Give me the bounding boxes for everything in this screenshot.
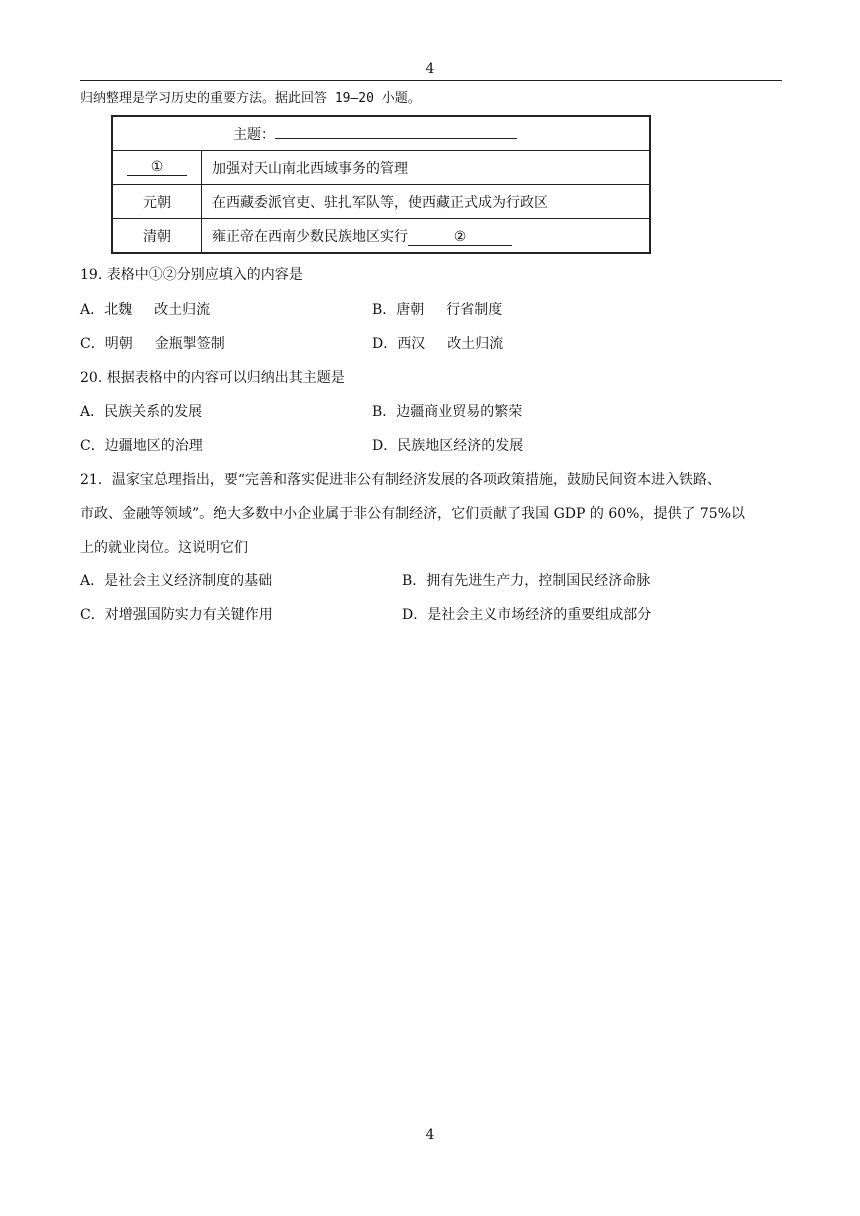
option-text: 改土归流: [154, 302, 211, 318]
question-20-option-b[interactable]: [372, 403, 522, 421]
page-number-bottom: 4: [425, 1127, 435, 1143]
blank-2: ②: [408, 229, 512, 246]
option-text: 是社会主义市场经济的重要组成部分: [427, 607, 652, 623]
question-20-option-a[interactable]: [80, 403, 202, 421]
option-letter: C．: [80, 438, 105, 454]
option-letter: A．: [80, 404, 105, 420]
question-20-option-c[interactable]: [80, 437, 203, 455]
option-text: 西汉: [397, 336, 426, 352]
header-rule: [80, 80, 782, 81]
row-label: 元朝: [112, 185, 202, 219]
question-21-option-d[interactable]: [402, 606, 651, 624]
option-text: 民族地区经济的发展: [397, 438, 524, 454]
question-21-option-c[interactable]: [80, 606, 273, 624]
question-21-option-a[interactable]: [80, 572, 272, 590]
option-text: 拥有先进生产力，控制国民经济命脉: [426, 573, 651, 589]
table-row: [112, 151, 650, 185]
section-intro: 归纳整理是学习历史的重要方法。据此回答 19—20 小题。: [80, 91, 421, 106]
option-text: 改土归流: [447, 336, 504, 352]
question-20-option-d[interactable]: [372, 437, 523, 455]
question-19-stem: 19. 表格中①②分别应填入的内容是: [80, 267, 303, 283]
row-content: 在西藏委派官吏、驻扎军队等，使西藏正式成为行政区: [202, 185, 651, 219]
option-letter: A．: [80, 302, 105, 318]
row-content-text: 雍正帝在西南少数民族地区实行: [212, 228, 408, 245]
row-content: 加强对天山南北西域事务的管理: [202, 151, 651, 185]
question-19-option-d[interactable]: [372, 335, 503, 353]
option-text: 金瓶掣签制: [154, 336, 225, 352]
theme-blank: [275, 138, 517, 139]
option-letter: B．: [402, 573, 427, 589]
option-letter: D．: [372, 438, 398, 454]
question-21-stem-line: 21．温家宝总理指出，要“完善和落实促进非公有制经济发展的各项政策措施，鼓励民间资本进入铁路、: [80, 472, 721, 488]
question-21-stem-line: 市政、金融等领域”。绝大多数中小企业属于非公有制经济，它们贡献了我国 GDP 的 60%，提供了 75%以: [80, 506, 746, 522]
row-label: 清朝: [112, 219, 202, 254]
option-letter: C．: [80, 607, 105, 623]
option-text: 唐朝: [396, 302, 425, 318]
option-text: 行省制度: [446, 302, 503, 318]
option-text: 民族关系的发展: [104, 404, 203, 420]
theme-cell: [112, 116, 650, 151]
row-content: [202, 219, 651, 254]
option-text: 是社会主义经济制度的基础: [104, 573, 273, 589]
theme-label: 主题：: [233, 126, 275, 143]
page-number-top: 4: [425, 61, 435, 77]
option-letter: C．: [80, 336, 105, 352]
blank-1: ①: [127, 159, 187, 176]
option-text: 北魏: [104, 302, 133, 318]
question-21-stem-line: 上的就业岗位。这说明它们: [80, 540, 248, 556]
question-19-option-b[interactable]: [372, 301, 502, 319]
option-text: 明朝: [104, 336, 133, 352]
question-19-option-c[interactable]: [80, 335, 225, 353]
option-letter: A．: [80, 573, 105, 589]
option-text: 对增强国防实力有关键作用: [104, 607, 273, 623]
table-row: [112, 185, 650, 219]
option-letter: B．: [372, 302, 397, 318]
option-letter: D．: [402, 607, 428, 623]
option-letter: B．: [372, 404, 397, 420]
option-text: 边疆商业贸易的繁荣: [396, 404, 523, 420]
question-20-stem: 20. 根据表格中的内容可以归纳出其主题是: [80, 370, 345, 386]
option-text: 边疆地区的治理: [104, 438, 203, 454]
table-row-theme: [112, 116, 650, 151]
summary-table: [111, 115, 651, 254]
table-row: [112, 219, 650, 254]
row-label: [112, 151, 202, 185]
question-21-option-b[interactable]: [402, 572, 650, 590]
option-letter: D．: [372, 336, 398, 352]
question-19-option-a[interactable]: [80, 301, 210, 319]
